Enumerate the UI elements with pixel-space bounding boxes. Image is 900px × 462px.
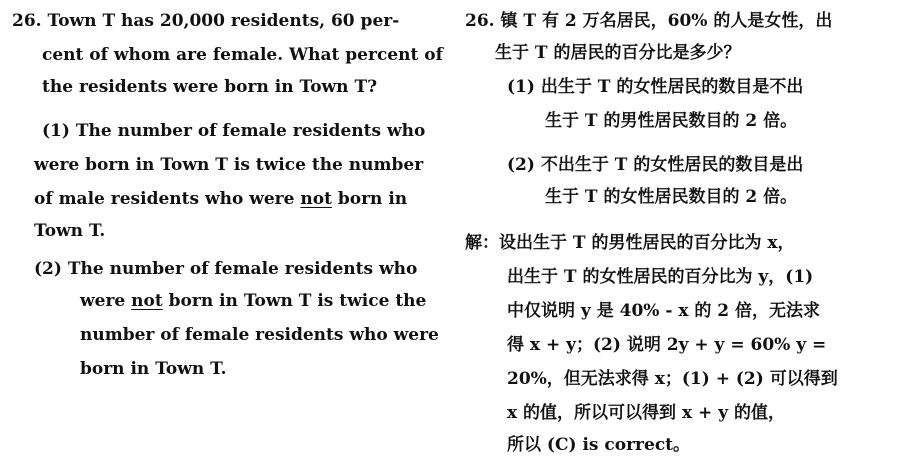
statement-2-line: 生于 T 的女性居民数目的 2 倍。 [545,187,798,207]
statement-1-line-underlined [34,184,407,214]
text-segment: born in Town T is twice the [162,291,427,311]
solution-line: 出生于 T 的女性居民的百分比为 y，(1) [507,267,814,287]
statement-2-line: born in Town T. [80,359,227,379]
statement-2-line: number of female residents who were [80,325,439,345]
statement-1-line: 生于 T 的男性居民数目的 2 倍。 [545,111,798,131]
underlined-word: not [131,291,163,311]
statement-1-line: Town T. [34,221,106,241]
solution-line: 得 x + y；(2) 说明 2y + y = 60% y = [507,335,827,355]
question-stem-line: the residents were born in Town T? [42,77,378,97]
underlined-word: not [300,189,332,209]
solution-line: 中仅说明 y 是 40% - x 的 2 倍，无法求 [507,301,821,321]
statement-2-line: (2) The number of female residents who [34,259,418,279]
statement-1-line: were born in Town T is twice the number [34,155,424,175]
statement-1-line: (1) 出生于 T 的女性居民的数目是不出 [507,77,804,97]
statement-2-line-underlined [80,286,426,316]
solution-line: 20%，但无法求得 x；(1) + (2) 可以得到 [507,369,838,389]
text-segment: were [80,291,132,311]
question-stem-line: 26. 镇 T 有 2 万名居民，60% 的人是女性，出 [465,11,833,31]
question-stem-line: cent of whom are female. What percent of [42,45,443,65]
text-segment: of male residents who were [34,189,301,209]
question-stem-line: 生于 T 的居民的百分比是多少？ [495,43,741,63]
statement-1-line: (1) The number of female residents who [42,121,426,141]
solution-line: 解：设出生于 T 的男性居民的百分比为 x， [465,233,795,253]
solution-line: 所以 (C) is correct。 [507,435,691,455]
question-stem-line: 26. Town T has 20,000 residents, 60 per- [12,11,400,31]
solution-line: x 的值，所以可以得到 x + y 的值， [507,403,785,423]
text-segment: born in [331,189,408,209]
statement-2-line: (2) 不出生于 T 的女性居民的数目是出 [507,155,804,175]
